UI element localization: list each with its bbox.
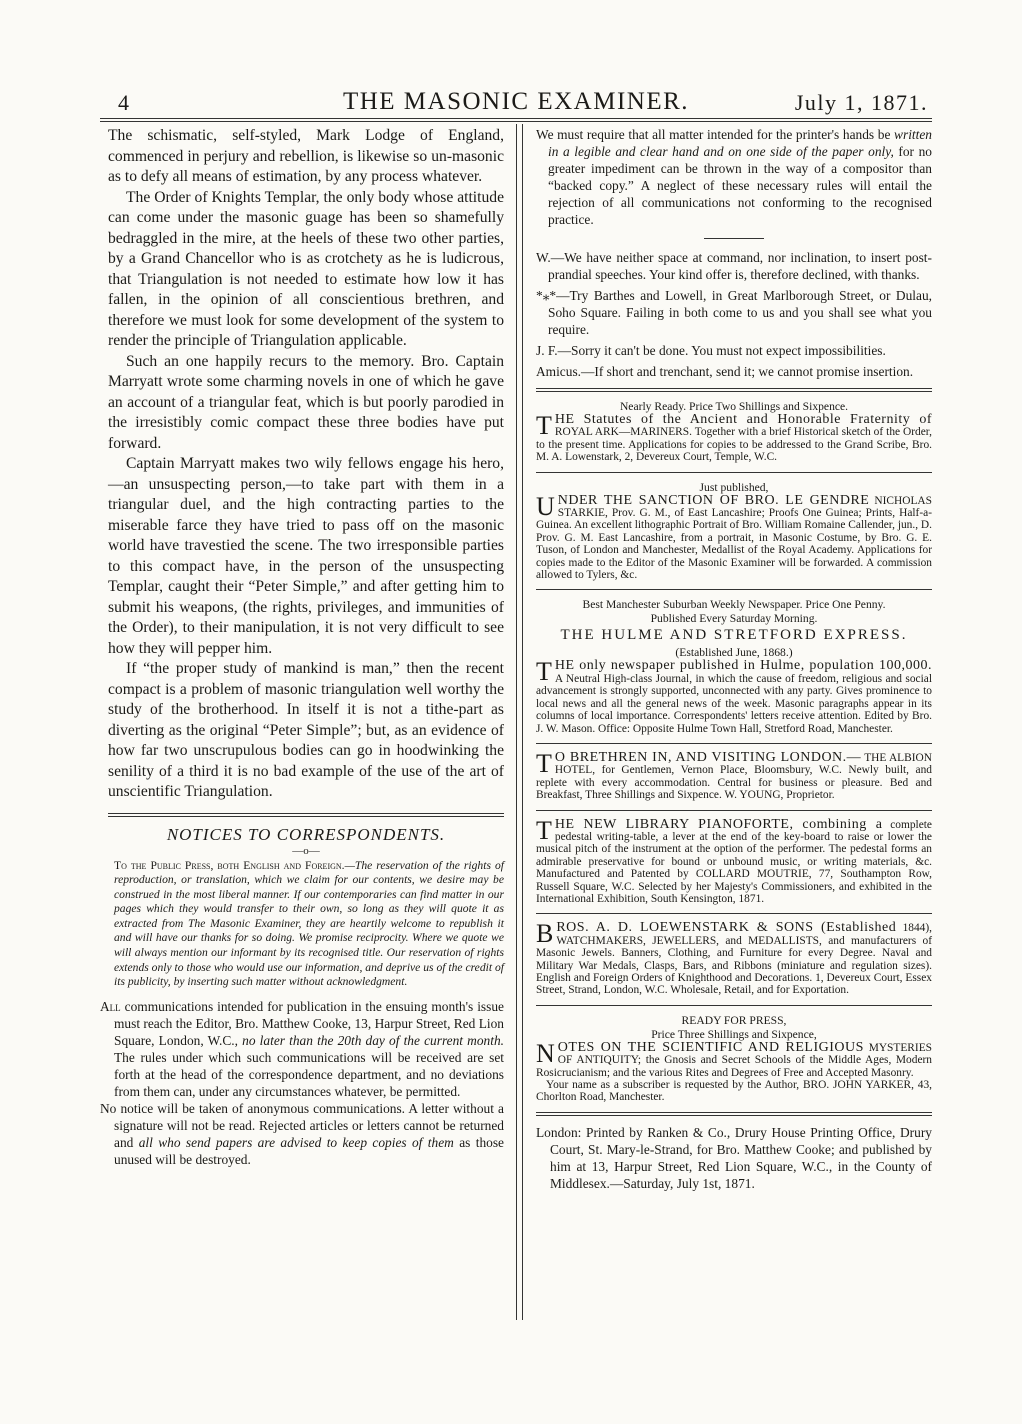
ad-lead: NDER THE SANCTION OF BRO. LE GENDRE <box>557 492 870 508</box>
ad-library-pianoforte <box>536 815 932 906</box>
short-rule <box>704 238 764 239</box>
reply-item: J. F.—Sorry it can't be done. You must not expect impossibilities. <box>536 343 886 358</box>
ad-body: ROYAL ARK—MARINERS. Together with a brief Historical sketch of the Order, to the present time. Applications for copies to be addressed to the Grand Scribe, Bro. M. A. Lowenstark, 2, Devereux Court, Temple, W.C. <box>536 426 932 464</box>
ad-ark-mariners <box>536 400 932 464</box>
reply-item: *⁎*—Try Barthes and Lowell, in Great Marlborough Street, or Dulau, Soho Square. Failing in both come to us and you shall see what you require. <box>536 288 932 337</box>
article-paragraph: The schismatic, self-styled, Mark Lodge of England, commenced in perjury and rebellion, is likewise so un-masonic as to defy all means of estimation, by any process whatever. <box>108 127 504 185</box>
ad-lead: O BRETHREN IN, AND VISITING LONDON.— <box>554 749 862 765</box>
ad-albion-hotel <box>536 748 932 802</box>
anonymous-notice-advice: all who send papers are advised to keep copies of them <box>138 1134 454 1150</box>
ad-rule <box>536 1005 932 1006</box>
copy-rules-text-a: We must require that all matter intended for the printer's hands be <box>536 127 895 142</box>
copy-rules-text-b: for no greater impediment can be thrown in the way of a compositor than “backed copy.” A neglect of these necessary rules will entail the rejection of all communications not conforming to the recognised practice. <box>548 144 933 227</box>
ad-body-subscriber: Your name as a subscriber is requested by the Author, BRO. JOHN YARKER, 43, Chorlton Road, Manchester. <box>536 1079 932 1104</box>
submission-notice <box>100 998 504 1100</box>
submission-deadline: no later than the 20th day of the current month. <box>242 1032 504 1048</box>
press-notice-text: —The reservation of the rights of reproduction, or translation, which we claim for our contents, we desire may be construed in the most liberal manner. If our contemporaries can find matter in our pages which they would transfer to their own, so long as they will quote it as extracted from The Masonic Examiner, they are heartily welcome to republish it and will have our thanks for so doing. We promise reciprocity. Where we quote we will always mention our informant by its recognised title. Our reservation of rights extends only to those who would use our information, and deprive us of the credit of its publicity, by inserting such matter without acknowledgment. <box>114 858 505 989</box>
ad-rule <box>536 472 932 473</box>
article-paragraph: If “the proper study of mankind is man,” then the recent compact is a problem of masonic triangulation well worthy the study of the brotherhood. In itself it is not a tithe-part as diverting as the original “Peter Simple”; but, as an evidence of how far two unscrupulous bodies can go in hoodwinking the senility of a third it is no bad example of the use of the art of unscientific Triangulation. <box>108 660 504 800</box>
ad-starkie-portrait <box>536 481 932 582</box>
anonymous-notice-text-b: as those unused will be destroyed. <box>114 1134 504 1167</box>
ad-hulme-express <box>536 598 932 734</box>
press-notice-lead: To the Public Press, both English and Foreign. <box>114 858 345 872</box>
drop-cap: N <box>536 1038 555 1068</box>
press-notice <box>100 859 504 990</box>
ad-rule <box>536 913 932 914</box>
ad-established: (Established June, 1868.) <box>675 646 793 660</box>
printer-imprint: London: Printed by Ranken & Co., Drury House Printing Office, Drury Court, St. Mary-le-Strand, for Bro. Matthew Cooke; and published by him at 13, Harpur Street, Red Lion Square, W.C., in the County of Middlesex.—Saturday, July 1st, 1871. <box>536 1124 932 1191</box>
page-number: 4 <box>118 90 129 115</box>
ad-subheading: Published Every Saturday Morning. <box>650 612 818 626</box>
notices-heading: NOTICES TO CORRESPONDENTS. <box>166 824 446 844</box>
ad-heading: Best Manchester Suburban Weekly Newspaper. Price One Penny. <box>582 598 886 612</box>
ad-heading: READY FOR PRESS, <box>681 1013 787 1027</box>
drop-cap: T <box>536 748 552 778</box>
ad-lead: HE only newspaper published in Hulme, population 100,000. <box>554 658 932 674</box>
ad-heading: Just published, <box>699 480 769 494</box>
drop-cap: T <box>536 815 552 845</box>
section-rule <box>536 388 932 392</box>
publication-title: THE MASONIC EXAMINER. <box>342 88 690 115</box>
ad-subheading: Price Three Shillings and Sixpence, <box>651 1027 817 1041</box>
ad-rule <box>536 743 932 744</box>
ad-lead: OTES ON THE SCIENTIFIC AND RELIGIOUS <box>557 1039 864 1055</box>
masthead-rule <box>100 118 932 122</box>
right-column <box>536 126 932 1192</box>
article-paragraph: The Order of Knights Templar, the only body whose attitude can come under the masonic guage has been so shamefully bedraggled in the mire, at the heels of these two other parties, by a Grand Chancellor who is as crotchety as he is ludicrous, that Triangulation is not needed to estimate how low it has fallen, in the opinion of all conscientious brethren, and therefore we must look for some development of the system to render the principle of Triangulation applicable. <box>108 188 504 349</box>
masthead <box>100 86 932 120</box>
ad-rule <box>536 810 932 811</box>
ad-body: MYSTERIES OF ANTIQUITY; the Gnosis and Secret Schools of the Middle Ages, Modern Rosicrucianism; and the various Rites and Degrees of Free and Accepted Masonry. <box>536 1041 932 1079</box>
ad-body: 1844), WATCHMAKERS, JEWELLERS, and MEDALLISTS, and manufacturers of Masonic Jewels. Banners, Clothing, and Furniture for every Degree. Naval and Military War Medals, Clasps, Bars, and Ribbons (miniature and regulation sizes). English and Foreign Orders of Knighthood and Decorations. 1, Devereux Court, Essex Street, Strand, London, W.C. Wholesale, Retail, and for Exportation. <box>536 922 932 997</box>
drop-cap: B <box>536 919 554 949</box>
article-body <box>108 126 504 803</box>
ad-title: THE HULME AND STRETFORD EXPRESS. <box>560 627 908 644</box>
article-paragraph: Captain Marryatt makes two wily fellows engage his hero,—an unsuspecting person,—to take part with them in a triangular duel, and the high contracting parties to the miserable farce they have tried to pass off on the masonic world have travestied the scene. The two irresponsible parties to this compact have, in the person of the unsuspecting Templar, caught their “Peter Simple,” and after getting him to submit his weapons, (the rights, privileges, and immunities of the Order), to their manipulation, it is not very difficult to see how they will pepper him. <box>108 455 504 657</box>
submission-notice-lead: All <box>100 998 121 1014</box>
column-divider <box>516 124 523 1320</box>
submission-notice-text-b: The rules under which such communications will be received are set forth at the head of the correspondence department, and no deviations from them can, under any circumstances whatever, be permitted. <box>114 1049 504 1099</box>
ad-body: complete pedestal writing-table, a lever at the end of the key-board to raise or lower the musical pitch of the instrument at the option of the performer. The pedestal forms an admirable preservative for bound or unbound music, or writing materials, &c. Manufactured and Patented by COLLARD MOUTRIE, 77, Southampton Row, Russell Square, W.C. Selected by her Majesty's Commissioners, and exhibited in the International Exhibition, South Kensington, 1871. <box>536 818 932 905</box>
drop-cap: U <box>536 491 555 521</box>
anonymous-notice <box>100 1100 504 1168</box>
ad-body: NICHOLAS STARKIE, Prov. G. M., of East Lancashire; Proofs One Guinea; Prints, Half-a-Guinea. An excellent lithographic Portrait of Bro. William Romaine Callender, jun., D. Prov. G. M. East Lancashire, from a portrait, in Masonic Costume, by Bro. G. E. Tuson, of London and Manchester, Medallist of the Royal Academy. Applications for copies made to the Editor of the Masonic Examiner will be forwarded. A commission allowed to Tylers, &c. <box>536 494 932 582</box>
article-end-rule <box>108 813 504 817</box>
submission-notice-text-a: communications intended for publication in the ensuing month's issue must reach the Editor, Bro. Matthew Cooke, 13, Harpur Street, Red Lion Square, London, W.C., <box>114 998 504 1048</box>
section-rule <box>536 1112 932 1116</box>
ad-body: A Neutral High-class Journal, in which the cause of freedom, religious and social advancement is strongly supported, unconnected with any party. Gives prominence to local news and all the general news of the week. Masonic paragraphs appear in its columns of local importance. Correspondents' letters receive attention. Edited by Bro. J. W. Mason. Office: Opposite Hulme Town Hall, Stretford Road, Manchester. <box>536 672 932 735</box>
reply-item: W.—We have neither space at command, nor inclination, to insert post-prandial speeches. Your kind offer is, therefore declined, with thanks. <box>536 250 932 282</box>
ad-heading: Nearly Ready. Price Two Shillings and Sixpence. <box>619 400 849 413</box>
anonymous-notice-text-a: No notice will be taken of anonymous communications. A letter without a signature will not be read. Rejected articles or letters cannot be returned and <box>100 1100 504 1150</box>
ad-body: THE ALBION HOTEL, for Gentlemen, Vernon Place, Bloomsbury, W.C. Newly built, and replete with every accommodation. Central for business or pleasure. Bed and Breakfast, Three Shillings and Sixpence. W. YOUNG, Proprietor. <box>536 751 932 802</box>
ad-loewenstark <box>536 919 932 997</box>
ad-lead: ROS. A. D. LOEWENSTARK & SONS (Established <box>556 920 897 936</box>
left-column <box>100 126 505 1168</box>
issue-date: July 1, 1871. <box>794 90 928 115</box>
copy-rules-italic: written in a legible and clear hand and on one side of the paper only, <box>548 127 932 159</box>
ornament: —o— <box>292 844 320 857</box>
reply-item: Amicus.—If short and trenchant, send it; we cannot promise insertion. <box>536 364 914 379</box>
ad-notes-antiquity <box>536 1014 932 1104</box>
article-paragraph: Such an one happily recurs to the memory. Bro. Captain Marryatt wrote some charming novels in one of which he gave an account of a triangular feat, which is but poorly parodied in the irresistibly comic compact these three bodies have put forward. <box>108 352 504 452</box>
copy-rules-notice <box>536 126 932 228</box>
ad-lead: HE NEW LIBRARY PIANOFORTE, combining a <box>554 816 883 832</box>
drop-cap: T <box>536 411 552 440</box>
ad-lead: HE Statutes of the Ancient and Honorable Fraternity of <box>554 412 932 427</box>
ad-rule <box>536 589 932 590</box>
drop-cap: T <box>536 657 552 687</box>
